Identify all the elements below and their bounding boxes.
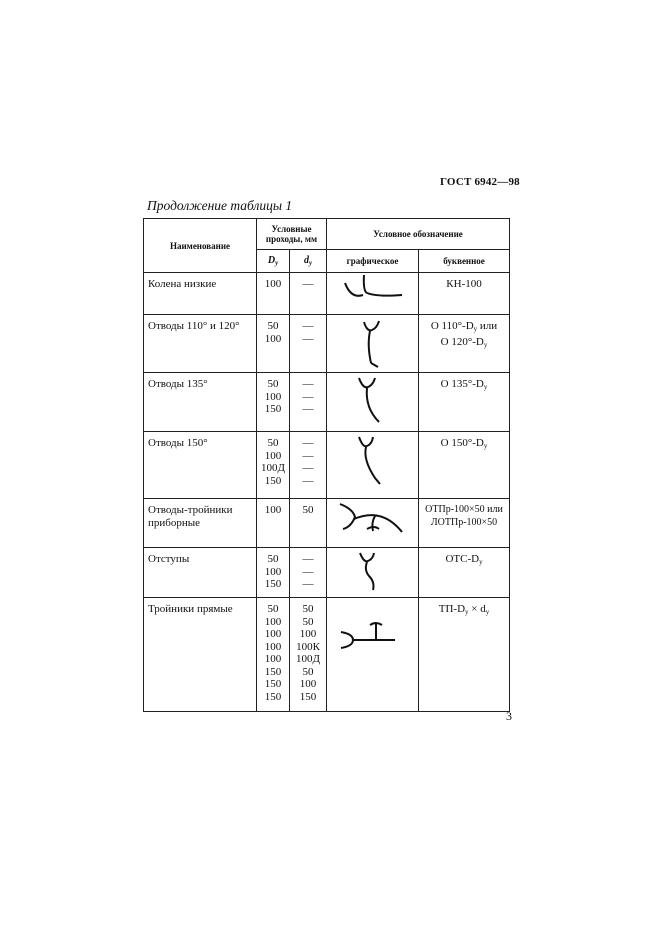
table-row bbox=[144, 273, 510, 315]
row-Dy: 50 100 100Д 150 bbox=[257, 432, 290, 499]
row-name: Тройники прямые bbox=[144, 598, 257, 712]
row-Dy: 50 100 bbox=[257, 315, 290, 373]
row-graphic bbox=[327, 373, 419, 432]
bend-150-symbol-icon bbox=[327, 432, 419, 499]
bend-135-symbol-icon bbox=[327, 373, 419, 432]
table-row bbox=[144, 432, 510, 499]
row-Dy: 100 bbox=[257, 273, 290, 315]
row-graphic bbox=[327, 499, 419, 548]
row-graphic bbox=[327, 315, 419, 373]
table-row bbox=[144, 499, 510, 548]
row-graphic bbox=[327, 598, 419, 712]
row-dy: 50 50 100 100К 100Д 50 100 150 bbox=[290, 598, 327, 712]
header-letter: буквенное bbox=[419, 250, 510, 273]
row-letter: ОТС-$D_у$ bbox=[419, 548, 510, 598]
table-row bbox=[144, 548, 510, 598]
bend-110-symbol-icon bbox=[327, 315, 419, 373]
row-Dy: 50 100 150 bbox=[257, 548, 290, 598]
row-name: Отступы bbox=[144, 548, 257, 598]
row-name: Отводы 110° и 120° bbox=[144, 315, 257, 373]
row-Dy: 50 100 150 bbox=[257, 373, 290, 432]
row-name: Отводы 150° bbox=[144, 432, 257, 499]
row-name: Колена низкие bbox=[144, 273, 257, 315]
row-letter: КН-100 bbox=[419, 273, 510, 315]
header-name: Наименование bbox=[144, 219, 257, 273]
row-letter: О $135^\circ-D_у$ bbox=[419, 373, 510, 432]
straight-tee-symbol-icon bbox=[327, 598, 419, 712]
row-name: Отводы 135° bbox=[144, 373, 257, 432]
document-code: ГОСТ 6942—98 bbox=[440, 176, 520, 188]
table-row bbox=[144, 373, 510, 432]
row-graphic bbox=[327, 548, 419, 598]
row-name: Отводы-тройники приборные bbox=[144, 499, 257, 548]
row-graphic bbox=[327, 273, 419, 315]
row-graphic bbox=[327, 432, 419, 499]
row-Dy: 100 bbox=[257, 499, 290, 548]
row-Dy: 50 100 100 100 100 150 150 150 bbox=[257, 598, 290, 712]
row-letter: $ТП-D_у \times d_у$ bbox=[419, 598, 510, 712]
table-continuation-title: Продолжение таблицы 1 bbox=[147, 198, 293, 213]
row-letter: ОТПр-100×50 или ЛОТПр-100×50 bbox=[419, 499, 510, 548]
row-dy: — — — — bbox=[290, 432, 327, 499]
header-designation: Условное обозначение bbox=[327, 219, 510, 250]
row-dy: — — bbox=[290, 315, 327, 373]
row-dy: — — — bbox=[290, 548, 327, 598]
fittings-table bbox=[143, 218, 510, 712]
row-letter: О $110^\circ-D_у$ или О $120^\circ-D_у$ bbox=[419, 315, 510, 373]
row-dy: — — — bbox=[290, 373, 327, 432]
header-dy: $d_у$ bbox=[290, 250, 327, 273]
low-bend-symbol-icon bbox=[327, 273, 419, 315]
row-letter: О $150^\circ-D_у$ bbox=[419, 432, 510, 499]
table-row bbox=[144, 598, 510, 712]
offset-symbol-icon bbox=[327, 548, 419, 598]
table-row bbox=[144, 315, 510, 373]
row-dy: 50 bbox=[290, 499, 327, 548]
row-dy: — bbox=[290, 273, 327, 315]
header-passages: Условные проходы, мм bbox=[257, 219, 327, 250]
fixture-tee-bend-symbol-icon bbox=[327, 499, 419, 548]
page-number: 3 bbox=[506, 709, 512, 723]
header-Dy: $D_у$ bbox=[257, 250, 290, 273]
header-graphic: графическое bbox=[327, 250, 419, 273]
table-header-row bbox=[144, 219, 510, 250]
